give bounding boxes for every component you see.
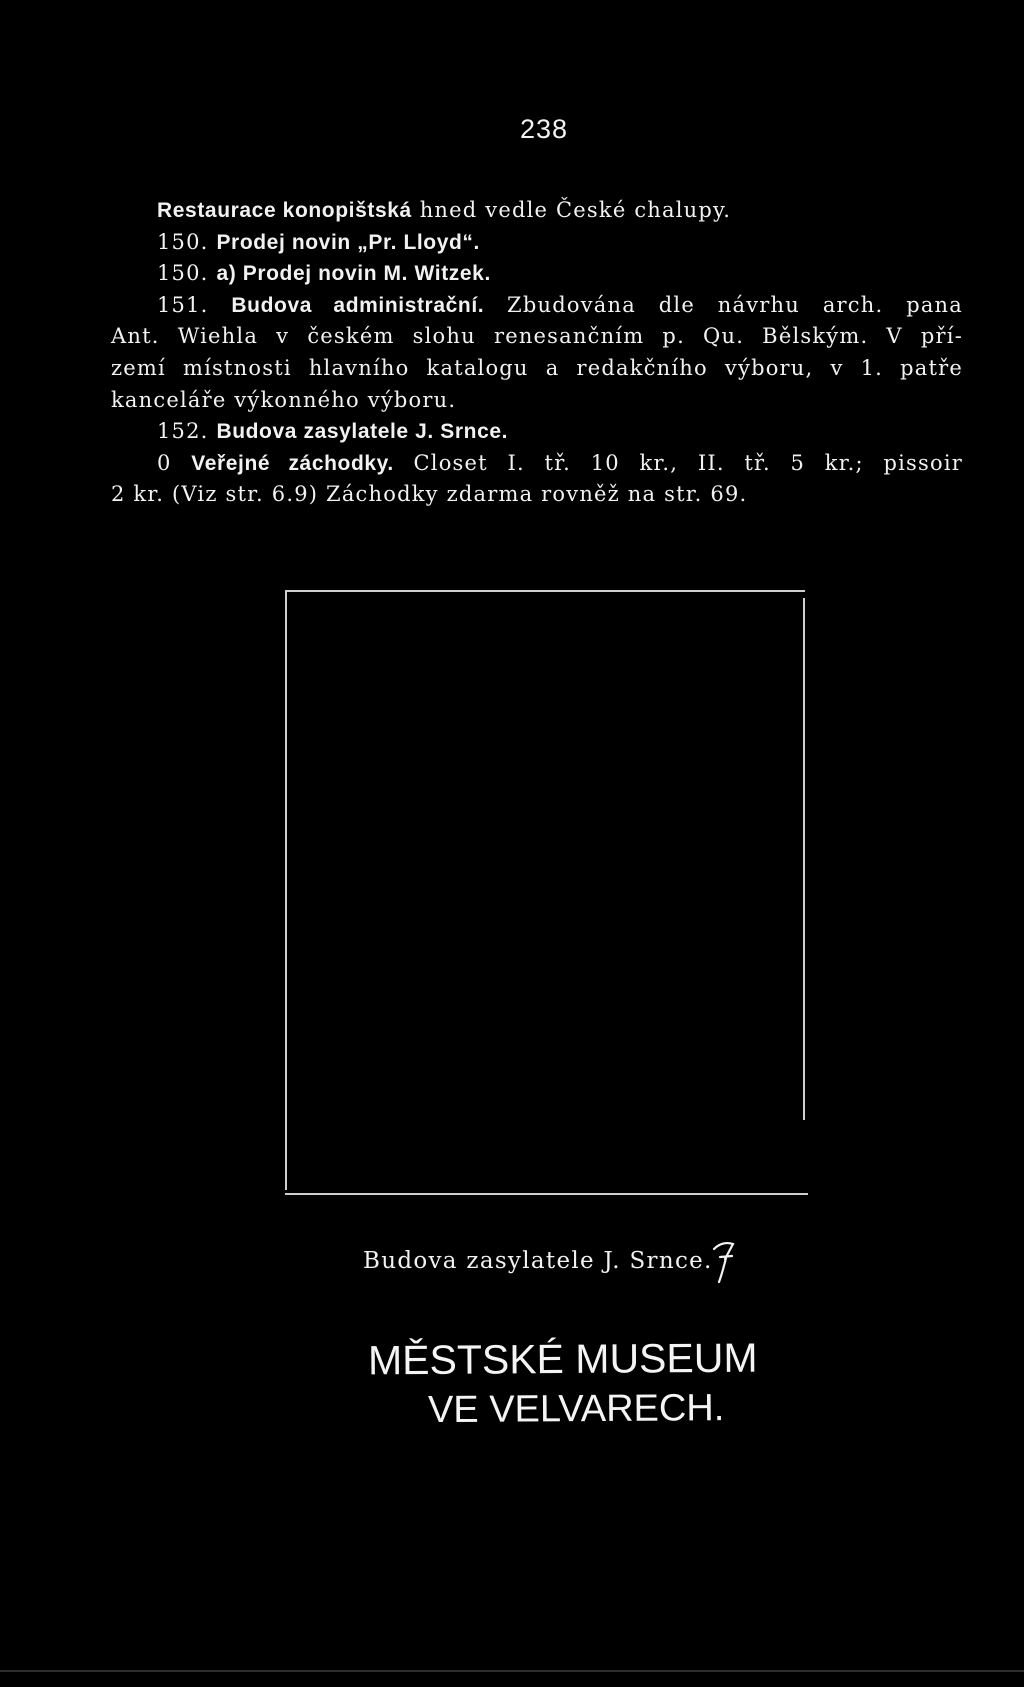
entry-152: [111, 416, 963, 448]
body-text: [111, 195, 963, 511]
entry-number: 151.: [157, 292, 232, 317]
entry-title: a) Prodej novin M. Witzek.: [216, 262, 491, 286]
photo-frame-right-edge: [803, 598, 805, 1120]
entry-151: [111, 290, 963, 322]
entry-150: [111, 227, 963, 259]
entry-text: hned vedle České chalupy.: [411, 198, 732, 222]
entry-151-line-3: zemí místnosti hlavního katalogu a redakčního výboru, v 1. patře: [111, 355, 963, 380]
entry-title: Budova administrační.: [231, 293, 485, 317]
entry-title: Veřejné záchodky.: [191, 451, 394, 475]
entry-number: 0: [157, 450, 192, 475]
entry-title: Restaurace konopištská: [157, 199, 412, 222]
photo-frame: [285, 590, 805, 1190]
entry-text: Closet I. tř. 10 kr., II. tř. 5 kr.; pissoir: [393, 450, 964, 475]
entry-restaurace: [111, 195, 963, 227]
scan-bottom-edge: [0, 1670, 1024, 1672]
page-number: 238: [520, 114, 569, 144]
entry-151-line-2: Ant. Wiehla v českém slohu renesančním p. Qu. Bělským. V pří-: [111, 324, 963, 349]
stamp-line-1: MĚSTSKÉ MUSEUM: [367, 1334, 758, 1384]
caption-text: Budova zasylatele J. Srnce.: [363, 1248, 713, 1274]
entry-text: Zbudována dle návrhu arch. pana: [484, 292, 963, 317]
entry-number: 150.: [157, 261, 217, 286]
handwritten-mark-icon: [711, 1239, 737, 1285]
stamp-line-2: VE VELVARECH.: [427, 1387, 725, 1432]
entry-number: 150.: [157, 229, 217, 254]
entry-0: [111, 448, 963, 480]
entry-title: Prodej novin „Pr. Lloyd“.: [216, 230, 480, 254]
museum-stamp: [368, 1336, 758, 1432]
entry-151-line-4: kanceláře výkonného výboru.: [111, 387, 457, 412]
photo-frame-bottom-edge: [285, 1193, 808, 1195]
entry-150a: [111, 258, 963, 290]
entry-0-line-2: 2 kr. (Viz str. 6.9) Záchodky zdarma rovněž na str. 69.: [111, 482, 748, 507]
figure-caption: [363, 1239, 737, 1285]
entry-title: Budova zasylatele J. Srnce.: [216, 420, 509, 444]
entry-number: 152.: [157, 419, 217, 444]
